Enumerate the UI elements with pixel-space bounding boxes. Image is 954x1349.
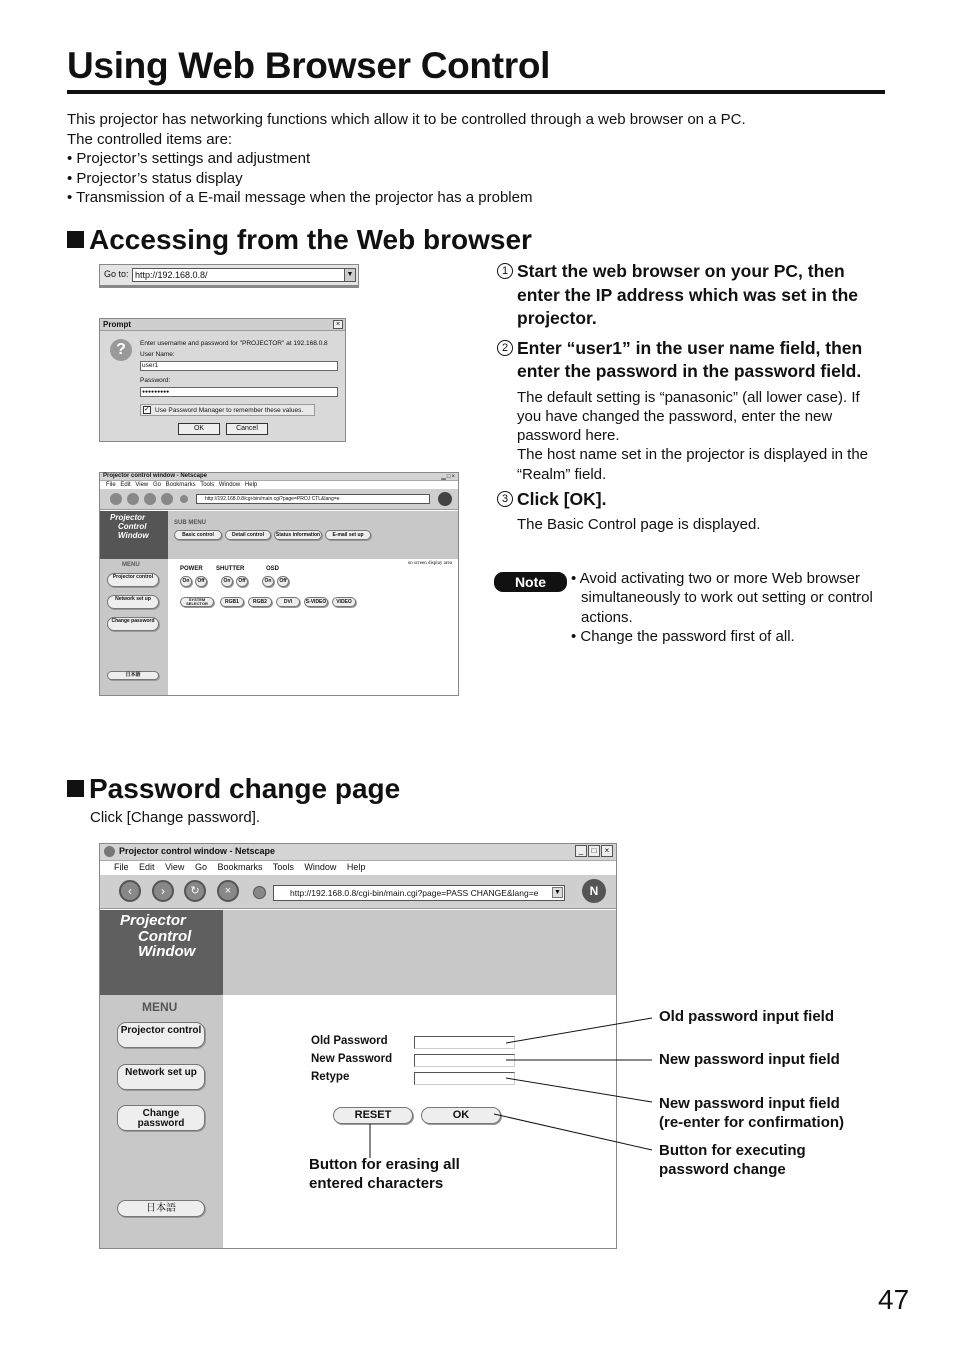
intro-line: • Projector’s status display xyxy=(67,169,243,187)
checkbox-checked-icon[interactable]: ✓ xyxy=(144,406,150,413)
note-badge: Note xyxy=(494,572,567,592)
status-information-button[interactable]: Status information xyxy=(275,532,321,538)
change-password-button[interactable]: Change password xyxy=(107,617,159,631)
menu-bar: File Edit View Go Bookmarks Tools Window Help xyxy=(106,482,258,488)
menu-bookmarks[interactable]: Bookmarks xyxy=(217,862,263,872)
window-controls-icon[interactable]: ▁□× xyxy=(441,474,456,480)
url-input[interactable]: http://192.168.0.8/ xyxy=(132,268,346,282)
detail-control-button[interactable]: Detail control xyxy=(225,530,271,540)
projector-control-button[interactable]: Projector control xyxy=(117,1022,205,1048)
callout-line-retype xyxy=(506,1078,652,1102)
page-number: 47 xyxy=(878,1284,910,1315)
sub-menu-label: SUB MENU xyxy=(174,520,207,526)
power-label: POWER xyxy=(180,566,203,572)
remember-label: Use Password Manager to remember these values. xyxy=(155,407,304,414)
menu-label: MENU xyxy=(142,1000,178,1014)
section-heading-password: Password change page xyxy=(67,772,400,806)
prompt-title: Prompt xyxy=(103,320,131,329)
minimize-icon[interactable]: _ xyxy=(575,845,587,857)
dvi-button[interactable]: DVI xyxy=(276,597,300,607)
power-on-button[interactable]: On xyxy=(180,576,192,587)
network-setup-button[interactable]: Network set up xyxy=(117,1064,205,1090)
menu-file[interactable]: File xyxy=(114,862,129,872)
ok-button[interactable]: OK xyxy=(178,423,220,435)
intro-line: • Transmission of a E-mail message when the projector has a problem xyxy=(67,189,533,206)
callout-old-password: Old password input field xyxy=(659,1008,835,1025)
video-button[interactable]: VIDEO xyxy=(332,597,356,607)
menu-view[interactable]: View xyxy=(165,862,185,872)
intro-line: The controlled items are: xyxy=(67,130,233,148)
new-password-label: New Password xyxy=(311,1053,393,1065)
question-icon: ? xyxy=(110,339,132,361)
japanese-button[interactable]: 日本語 xyxy=(107,671,159,680)
power-off-button[interactable]: Off xyxy=(195,576,207,587)
email-setup-button[interactable]: E-mail set up xyxy=(325,530,371,540)
shutter-off-button[interactable]: Off xyxy=(236,576,248,587)
step-3-desc: The Basic Control page is displayed. xyxy=(517,516,761,534)
step-2-desc: The default setting is “panasonic” (all lower case). If you have changed the password, enter the new password here. The host name set in the projector is displayed in the “Realm” field. xyxy=(517,388,869,483)
forward-icon[interactable]: › xyxy=(152,880,174,902)
system-selector-button[interactable]: SYSTEM SELECTOR xyxy=(180,597,214,607)
osd-label: OSD xyxy=(266,566,280,572)
shutter-label: SHUTTER xyxy=(216,566,245,572)
menu-edit[interactable]: Edit xyxy=(139,862,155,872)
menu-go[interactable]: Go xyxy=(194,862,207,872)
step-3: 3 Click [OK]. xyxy=(497,488,887,512)
close-icon[interactable]: × xyxy=(333,320,343,329)
username-label: User Name: xyxy=(140,351,175,358)
url-field[interactable]: http://192.168.0.8/cgi-bin/main.cgi?page=PROJ CTL&lang=e xyxy=(196,494,430,504)
intro-line: This projector has networking functions which allow it to be controlled through a web browser on a PC. xyxy=(67,111,746,128)
close-icon[interactable]: × xyxy=(601,845,613,857)
shutter-on-button[interactable]: On xyxy=(221,576,233,587)
menu-tools[interactable]: Tools xyxy=(272,862,294,872)
callout-new-password: New password input field xyxy=(659,1051,840,1068)
callout-erase: Button for erasing all entered characters xyxy=(309,1156,460,1192)
menu-window[interactable]: Window xyxy=(304,862,337,872)
reset-button[interactable]: RESET xyxy=(333,1107,413,1124)
password-label: Password: xyxy=(140,377,171,384)
callout-retype: New password input field (re-enter for confirmation) xyxy=(659,1095,845,1131)
note-item: • Change the password first of all. xyxy=(571,627,795,645)
callout-line-old xyxy=(506,1018,652,1043)
prompt-message: Enter username and password for "PROJECTOR" at 192.168.0.8 xyxy=(140,340,328,347)
page-title: Using Web Browser Control xyxy=(67,44,885,94)
callout-line-ok xyxy=(494,1114,652,1150)
dropdown-arrow-icon[interactable]: ▼ xyxy=(344,268,356,282)
osd-note: on screen display area xyxy=(407,561,452,566)
ok-button[interactable]: OK xyxy=(421,1107,501,1124)
cancel-button[interactable]: Cancel xyxy=(226,423,268,435)
old-password-label: Old Password xyxy=(311,1035,388,1047)
change-password-button[interactable]: Change password xyxy=(117,1105,205,1131)
netscape-logo-icon: N xyxy=(582,879,606,903)
step-1: 1 Start the web browser on your PC, then enter the IP address which was set in the projector. xyxy=(497,260,887,331)
username-input[interactable]: user1 xyxy=(140,361,338,371)
goto-label: Go to: xyxy=(104,269,129,279)
callout-execute: Button for executing password change xyxy=(659,1142,806,1178)
password-input[interactable]: ●●●●●●●●● xyxy=(140,387,338,397)
retype-label: Retype xyxy=(311,1071,350,1083)
network-setup-button[interactable]: Network set up xyxy=(107,595,159,609)
url-dropdown-icon[interactable]: ▼ xyxy=(552,887,563,898)
logo-block: Projector Control Window xyxy=(100,910,223,995)
window-title: Projector control window - Netscape xyxy=(103,473,208,479)
menu-help[interactable]: Help xyxy=(346,862,366,872)
svideo-button[interactable]: S-VIDEO xyxy=(305,599,327,605)
url-field[interactable]: http://192.168.0.8/cgi-bin/main.cgi?page=PASS CHANGE&lang=e xyxy=(273,885,565,901)
menu-label: MENU xyxy=(122,562,140,568)
stop-icon[interactable]: × xyxy=(217,880,239,902)
logo-block: Projector Control Window xyxy=(100,511,168,559)
intro-line: • Projector’s settings and adjustment xyxy=(67,150,311,167)
back-icon[interactable]: ‹ xyxy=(119,880,141,902)
reload-icon[interactable]: ↻ xyxy=(184,880,206,902)
maximize-icon[interactable]: □ xyxy=(588,845,600,857)
window-title: Projector control window - Netscape xyxy=(119,846,276,856)
basic-control-button[interactable]: Basic control xyxy=(174,530,222,540)
step-2: 2 Enter “user1” in the user name field, then enter the password in the password field. xyxy=(497,337,887,384)
section-heading-access: Accessing from the Web browser xyxy=(67,223,532,257)
osd-off-button[interactable]: Off xyxy=(277,576,289,587)
instruction-text: Click [Change password]. xyxy=(90,809,261,826)
osd-on-button[interactable]: On xyxy=(262,576,274,587)
japanese-button[interactable]: 日本語 xyxy=(117,1200,205,1217)
projector-control-button[interactable]: Projector control xyxy=(107,573,159,587)
rgb1-button[interactable]: RGB1 xyxy=(220,597,244,607)
rgb2-button[interactable]: RGB2 xyxy=(248,597,272,607)
note-item: • Avoid activating two or more Web browser simultaneously to work out setting or control actions. xyxy=(571,570,873,626)
